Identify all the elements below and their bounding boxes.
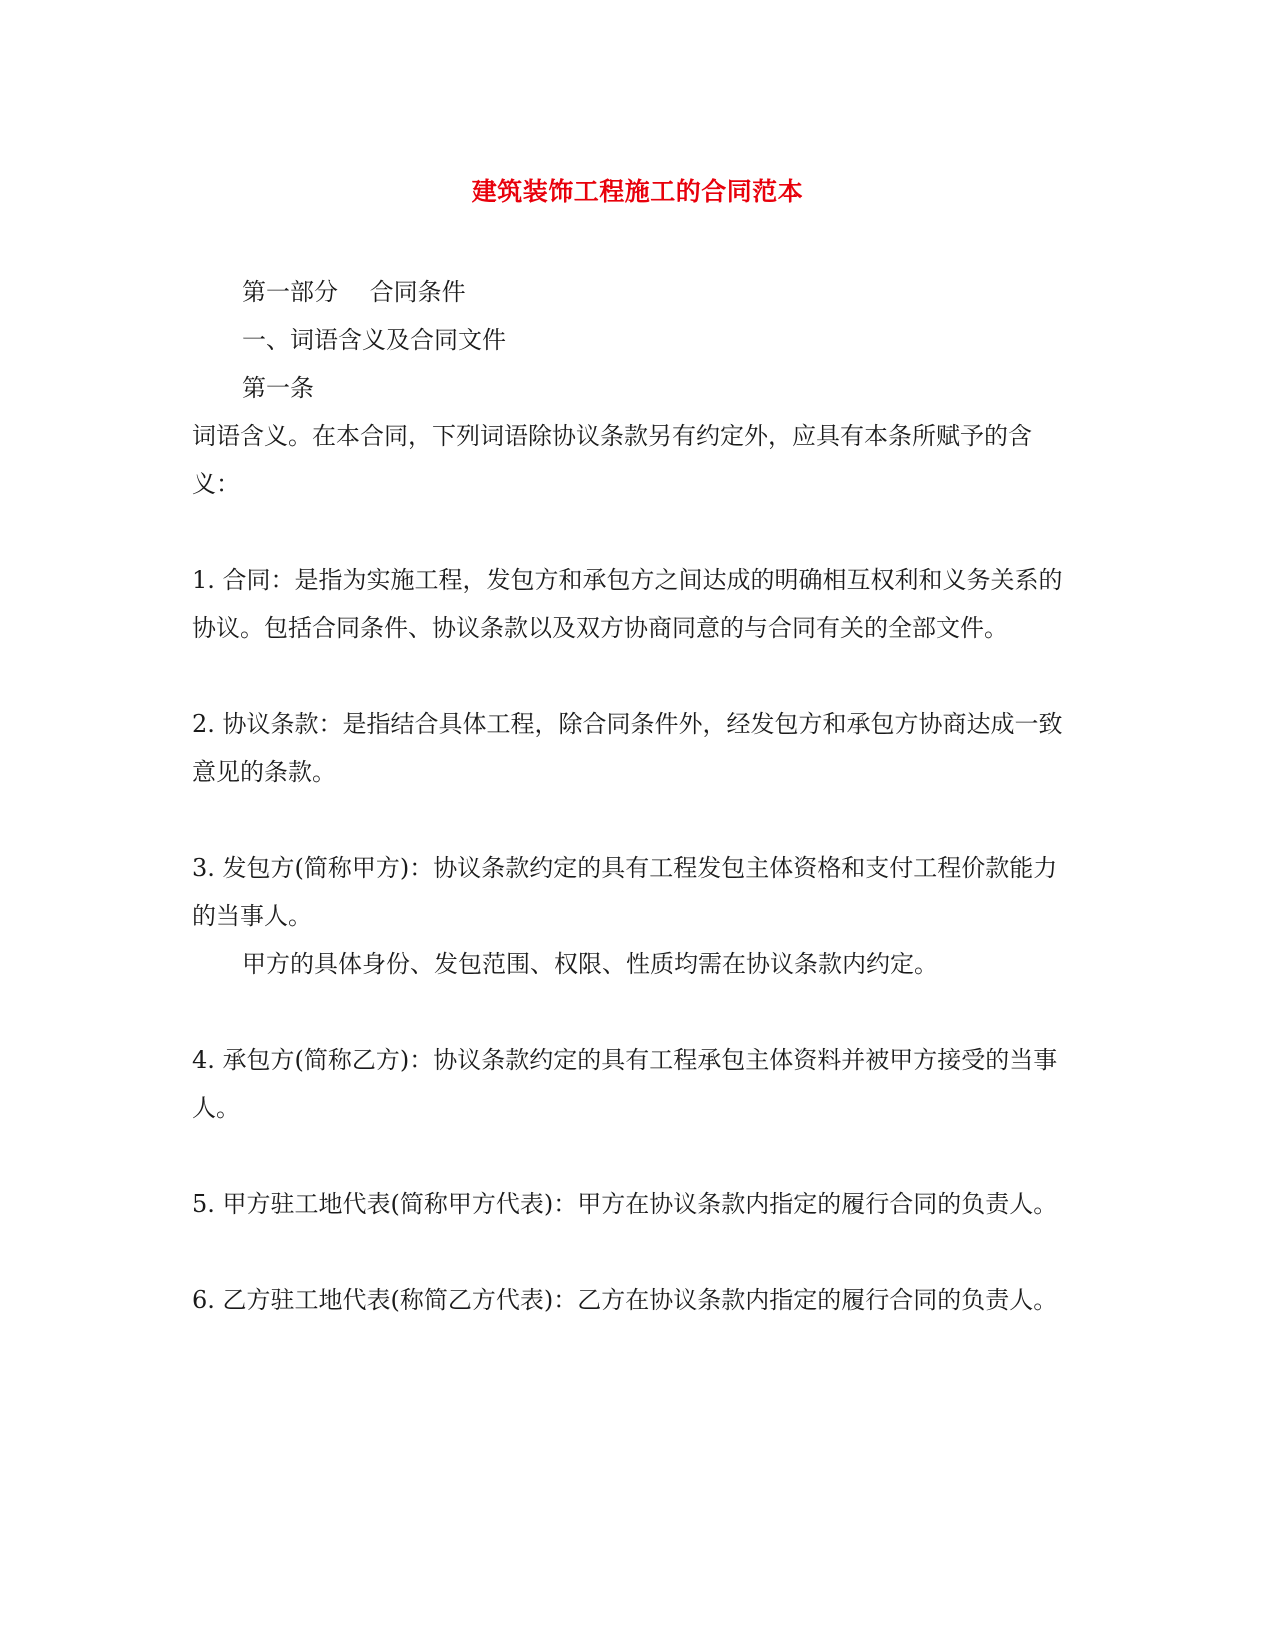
document-title: 建筑装饰工程施工的合同范本 [471,177,804,206]
article-heading: 第一条 [242,374,314,402]
section-heading: 一、词语含义及合同文件 [242,326,506,354]
definition-note: 甲方的具体身份、发包范围、权限、性质均需在协议条款内约定。 [242,950,938,978]
part-heading: 第一部分 合同条件 [242,278,466,306]
paragraph-gap [192,508,1072,556]
document-body [192,268,1072,1324]
paragraph-gap [192,1132,1072,1180]
definition-item: 1. 合同：是指为实施工程，发包方和承包方之间达成的明确相互权利和义务关系的协议。包括合同条件、协议条款以及双方协商同意的与合同有关的全部文件。 [192,566,1063,642]
paragraph-gap [192,796,1072,844]
definition-item: 3. 发包方(简称甲方)：协议条款约定的具有工程发包主体资格和支付工程价款能力的当事人。 [192,854,1058,930]
definition-item: 2. 协议条款：是指结合具体工程，除合同条件外，经发包方和承包方协商达成一致意见的条款。 [192,710,1063,786]
paragraph-gap [192,652,1072,700]
definition-item: 4. 承包方(简称乙方)：协议条款约定的具有工程承包主体资料并被甲方接受的当事人。 [192,1046,1058,1122]
definition-item: 6. 乙方驻工地代表(称简乙方代表)：乙方在协议条款内指定的履行合同的负责人。 [192,1286,1058,1314]
paragraph-gap [192,1228,1072,1276]
intro-paragraph: 词语含义。在本合同，下列词语除协议条款另有约定外，应具有本条所赋予的含义： [192,422,1032,498]
paragraph-gap [192,988,1072,1036]
definition-item: 5. 甲方驻工地代表(简称甲方代表)：甲方在协议条款内指定的履行合同的负责人。 [192,1190,1058,1218]
